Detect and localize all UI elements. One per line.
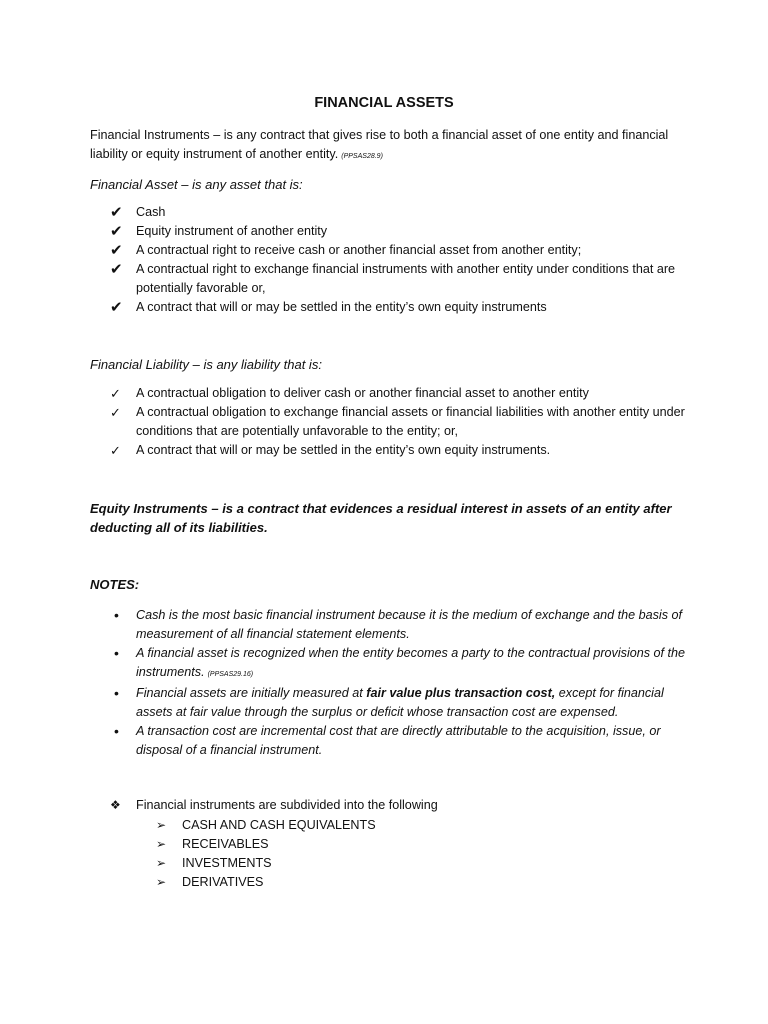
check-mark-icon: ✓ bbox=[110, 443, 121, 458]
check-mark-icon: ✔ bbox=[110, 261, 123, 278]
financial-asset-list bbox=[110, 203, 690, 317]
notes-heading: NOTES: bbox=[90, 577, 140, 592]
list-item: ➢ CASH AND CASH EQUIVALENTS bbox=[156, 816, 556, 835]
check-mark-icon: ✔ bbox=[110, 223, 123, 240]
check-mark-icon: ✓ bbox=[110, 386, 121, 401]
arrow-bullet-icon: ➢ bbox=[156, 875, 167, 889]
arrow-bullet-icon: ➢ bbox=[156, 818, 167, 832]
subdivided-list bbox=[110, 796, 690, 815]
list-item: ✔ Cash bbox=[110, 204, 166, 221]
list-item: ✔ Equity instrument of another entity bbox=[110, 223, 328, 240]
list-item: ✓ A contractual obligation to exchange financial assets or financial liabilities with another entity under conditions that are potentially unfavorable to the entity; or, bbox=[110, 405, 685, 438]
list-item: ➢ INVESTMENTS bbox=[156, 854, 556, 873]
page-title: FINANCIAL ASSETS bbox=[314, 95, 454, 111]
check-mark-icon: ✔ bbox=[110, 204, 123, 221]
list-item: ➢ RECEIVABLES bbox=[156, 835, 556, 854]
check-mark-icon: ✓ bbox=[110, 405, 121, 420]
list-item: • Financial assets are initially measured at fair value plus transaction cost, except for financial assets at fair value through the surplus or deficit whose transaction cost are expensed. bbox=[114, 685, 664, 719]
notes-list bbox=[110, 606, 690, 760]
intro-paragraph bbox=[90, 126, 690, 166]
check-mark-icon: ✔ bbox=[110, 242, 123, 259]
arrow-bullet-icon: ➢ bbox=[156, 837, 167, 851]
financial-liability-list bbox=[110, 384, 690, 460]
bullet-icon: • bbox=[114, 645, 119, 661]
check-mark-icon: ✔ bbox=[110, 299, 123, 316]
intro-reference: (PPSAS28.9) bbox=[341, 153, 383, 160]
list-item: ❖ Financial instruments are subdivided into the following bbox=[110, 796, 690, 815]
list-item: • A financial asset is recognized when the entity becomes a party to the contractual provisions of the instruments. (PPSAS29.16) bbox=[114, 645, 686, 679]
arrow-bullet-icon: ➢ bbox=[156, 856, 167, 870]
instrument-categories-list bbox=[156, 816, 556, 892]
list-item: ➢ DERIVATIVES bbox=[156, 873, 556, 892]
list-item: ✔ A contractual right to receive cash or another financial asset from another entity; bbox=[110, 242, 582, 259]
bullet-icon: • bbox=[114, 685, 119, 701]
list-item: ✔ A contractual right to exchange financial instruments with another entity under conditions that are potentially favorable or, bbox=[110, 261, 676, 295]
list-item: • Cash is the most basic financial instrument because it is the medium of exchange and the basis of measurement of all financial statement elements. bbox=[114, 607, 683, 641]
list-item: • A transaction cost are incremental cost that are directly attributable to the acquisition, issue, or disposal of a financial instrument. bbox=[114, 723, 661, 757]
diamond-bullet-icon: ❖ bbox=[110, 798, 121, 812]
equity-instruments-paragraph: Equity Instruments – is a contract that evidences a residual interest in assets of an entity after deducting all of its liabilities. bbox=[90, 501, 672, 535]
list-item: ✔ A contract that will or may be settled in the entity’s own equity instruments bbox=[110, 299, 547, 316]
intro-text: Financial Instruments – is any contract that gives rise to both a financial asset of one entity and financial liability or equity instrument of another entity. bbox=[90, 128, 669, 161]
bullet-icon: • bbox=[114, 607, 119, 623]
list-item: ✓ A contract that will or may be settled in the entity’s own equity instruments. bbox=[110, 443, 551, 458]
bullet-icon: • bbox=[114, 723, 119, 739]
list-item: ✓ A contractual obligation to deliver cash or another financial asset to another entity bbox=[110, 386, 589, 401]
note-reference: (PPSAS29.16) bbox=[207, 671, 254, 678]
financial-liability-heading: Financial Liability – is any liability that is: bbox=[90, 357, 322, 372]
financial-asset-heading: Financial Asset – is any asset that is: bbox=[90, 177, 303, 192]
